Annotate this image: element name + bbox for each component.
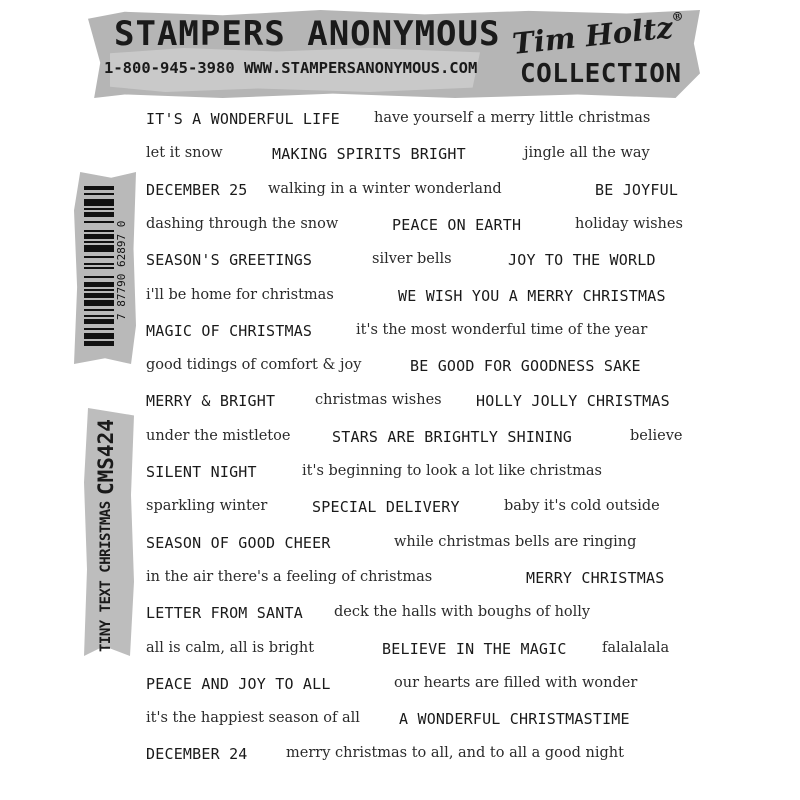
stamp-phrase: SILENT NIGHT: [146, 463, 257, 481]
stamp-phrase: merry christmas to all, and to all a good night: [286, 745, 624, 762]
product-name: TINY TEXT CHRISTMAS: [98, 501, 114, 652]
stamp-phrase: STARS ARE BRIGHTLY SHINING: [332, 427, 572, 446]
stamp-phrase: JOY TO THE WORLD: [508, 251, 656, 270]
registered-mark: ®: [670, 9, 685, 25]
barcode: [84, 186, 114, 348]
contact-line: 1-800-945-3980 WWW.STAMPERSANONYMOUS.COM: [104, 59, 478, 77]
stamp-phrase: BE GOOD FOR GOODNESS SAKE: [410, 357, 641, 376]
stamp-phrase: while christmas bells are ringing: [394, 533, 637, 550]
stamp-phrase: SPECIAL DELIVERY: [312, 498, 460, 517]
stamp-phrase: have yourself a merry little christmas: [374, 110, 651, 126]
stamp-phrase: it's the happiest season of all: [146, 710, 360, 727]
stamp-phrase: let it snow: [146, 145, 223, 162]
brand-name: STAMPERS ANONYMOUS: [114, 14, 501, 54]
product-code: CMS424: [94, 419, 118, 496]
stamp-phrase: BELIEVE IN THE MAGIC: [382, 639, 567, 658]
stamp-phrase: believe: [630, 427, 683, 444]
stamp-phrase: MERRY CHRISTMAS: [526, 568, 665, 587]
barcode-digits: 7 87790 62897 0: [115, 220, 128, 320]
stamp-phrase: WE WISH YOU A MERRY CHRISTMAS: [398, 286, 666, 305]
product-label: [94, 416, 118, 652]
stamp-phrase: A WONDERFUL CHRISTMASTIME: [399, 710, 630, 729]
stamp-phrase: PEACE AND JOY TO ALL: [146, 674, 331, 693]
barcode-bar: [84, 346, 114, 348]
stamp-phrase: falalalala: [602, 639, 670, 656]
stamp-phrase: IT'S A WONDERFUL LIFE: [146, 110, 340, 128]
stamp-phrase: SEASON OF GOOD CHEER: [146, 533, 331, 552]
stamp-phrase: jingle all the way: [524, 145, 650, 162]
stamp-phrase: walking in a winter wonderland: [268, 180, 502, 197]
stamp-phrase: SEASON'S GREETINGS: [146, 251, 313, 270]
stamp-phrase: all is calm, all is bright: [146, 639, 315, 656]
stamp-phrase: in the air there's a feeling of christmas: [146, 568, 433, 585]
stamp-phrase: good tidings of comfort & joy: [146, 357, 362, 374]
stamp-phrase: LETTER FROM SANTA: [146, 604, 303, 623]
stamp-phrase: HOLLY JOLLY CHRISTMAS: [476, 392, 670, 411]
stamp-phrase: christmas wishes: [315, 392, 442, 409]
stamp-phrase: our hearts are filled with wonder: [394, 674, 638, 691]
stamp-phrase: under the mistletoe: [146, 427, 291, 444]
stamp-phrase: holiday wishes: [575, 215, 683, 232]
stamp-phrase: MAGIC OF CHRISTMAS: [146, 321, 313, 340]
stamp-phrase: it's beginning to look a lot like christmas: [302, 463, 602, 479]
stamp-phrase: it's the most wonderful time of the year: [356, 321, 648, 338]
stamp-phrase: baby it's cold outside: [504, 498, 660, 515]
stamp-phrase: MAKING SPIRITS BRIGHT: [272, 145, 466, 164]
stamp-phrase: dashing through the snow: [146, 215, 339, 232]
stamp-phrase: MERRY & BRIGHT: [146, 392, 276, 411]
stamp-phrase: i'll be home for christmas: [146, 286, 334, 303]
stamp-phrase: sparkling winter: [146, 498, 268, 515]
stamp-phrase: DECEMBER 25: [146, 180, 248, 199]
stamp-phrase: DECEMBER 24: [146, 745, 248, 764]
stamp-phrase: silver bells: [372, 251, 452, 268]
stamp-phrase: PEACE ON EARTH: [392, 215, 522, 234]
designer-signature-text: Tim Holtz: [510, 10, 675, 61]
stamp-phrase: deck the halls with boughs of holly: [334, 604, 591, 621]
collection-label: COLLECTION: [520, 59, 682, 89]
stamp-phrase: BE JOYFUL: [595, 180, 679, 199]
